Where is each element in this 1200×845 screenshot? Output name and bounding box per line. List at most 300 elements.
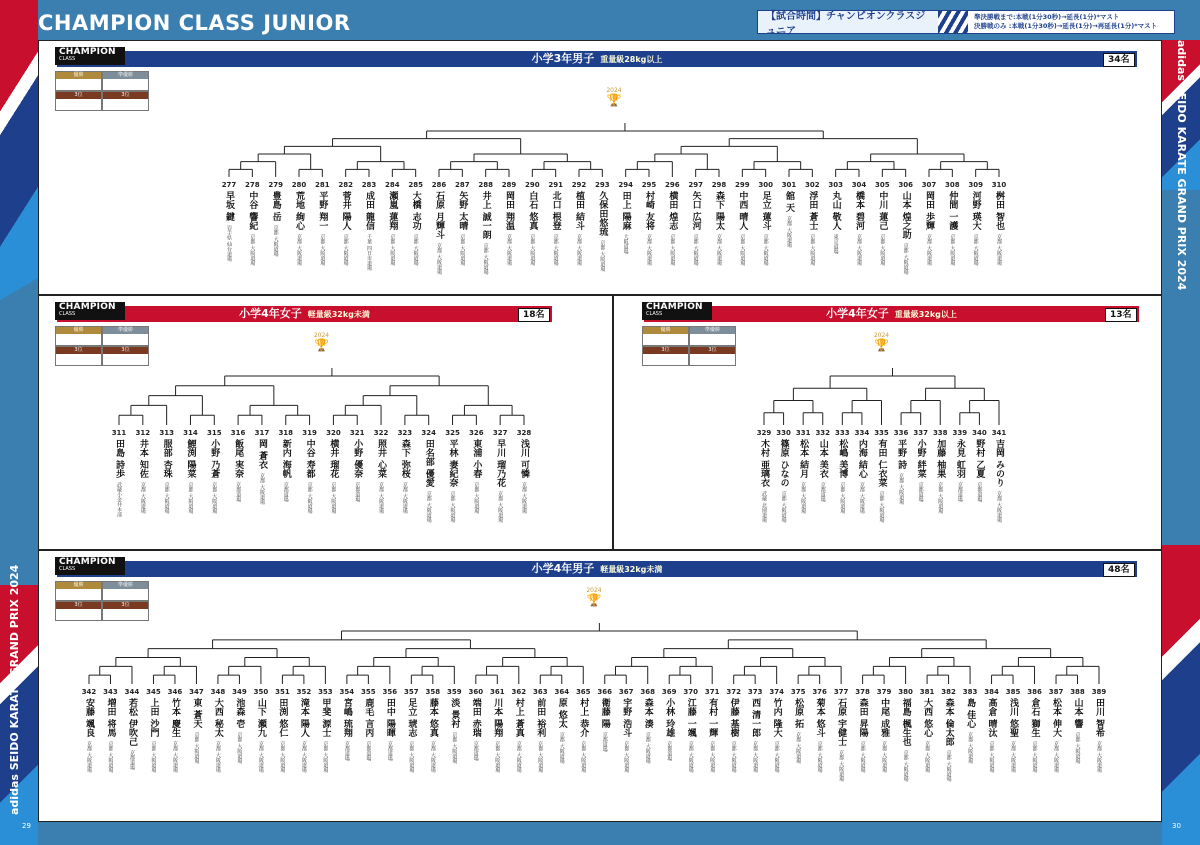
gold-label: 優勝 <box>56 582 101 589</box>
player-dojo: 京都 大阪道場 <box>878 491 885 523</box>
player-name: 篠原 ひなの <box>778 439 789 488</box>
player-entry <box>574 688 592 773</box>
player-number: 344 <box>124 688 140 696</box>
player-dojo: 京都 大阪道場 <box>296 234 302 266</box>
player-entry <box>617 688 635 773</box>
rule-line-2: 決勝戦のみ :本戦(1分30秒)→延長(1分)→再延長(1分)*マスト <box>974 22 1158 30</box>
silver-label: 準優勝 <box>690 327 735 334</box>
player-dojo: 京都 大阪道場 <box>924 741 931 773</box>
player-dojo: 京都道場 <box>282 482 289 503</box>
player-name: 伊藤 基樹 <box>728 698 739 738</box>
player-entry <box>253 429 271 505</box>
player-number: 338 <box>932 429 948 437</box>
player-name: 永見 虹羽 <box>954 439 965 479</box>
player-number: 284 <box>385 181 400 189</box>
player-name: 田名部 優愛 <box>423 439 434 488</box>
player-name: 村崎 友将 <box>644 191 654 231</box>
player-name: 久保田悠琉 <box>597 191 608 236</box>
player-entry <box>187 688 205 764</box>
player-number: 329 <box>756 429 772 437</box>
player-entry <box>101 688 119 773</box>
player-entry <box>510 688 528 773</box>
player-dojo: 京都 大阪道場 <box>988 741 995 773</box>
player-entry <box>593 181 611 272</box>
player-entry <box>359 688 377 761</box>
player-name: 有田 仁衣菜 <box>876 439 887 488</box>
player-number: 277 <box>221 181 237 189</box>
player-entry <box>617 181 635 254</box>
player-dojo: 京都 大阪道場 <box>881 741 888 773</box>
page-number-right: 30 <box>1172 822 1181 830</box>
player-number: 357 <box>404 688 419 696</box>
player-entry <box>252 688 270 773</box>
badge-line-2: CLASS <box>646 311 663 317</box>
player-entry <box>313 181 331 266</box>
player-entry <box>277 429 295 502</box>
player-name: 小野 優奈 <box>352 439 363 479</box>
player-number: 364 <box>554 688 570 696</box>
player-dojo: 京都道場 <box>343 741 350 762</box>
player-entry <box>951 429 969 502</box>
player-name: 浅川 悠聖 <box>1008 698 1019 738</box>
participant-count: 13名 <box>1105 308 1137 322</box>
player-name: 早坂 鍵 <box>224 191 234 222</box>
player-number: 378 <box>855 688 870 696</box>
participant-count: 34名 <box>1103 53 1135 67</box>
player-number: 386 <box>1027 688 1042 696</box>
player-name: 平野 翔一 <box>317 191 328 231</box>
player-name: 村上 恭介 <box>578 698 589 738</box>
player-name: 松原 拓 <box>793 698 804 729</box>
player-name: 大橋 志功 <box>410 191 421 231</box>
player-entry <box>338 688 356 761</box>
player-number: 348 <box>210 688 226 696</box>
player-entry <box>209 688 227 773</box>
player-dojo: 京都 大阪道場 <box>300 741 307 773</box>
player-dojo: 京都 大阪道場 <box>412 234 419 266</box>
player-name: 森本 倫太郎 <box>943 698 954 747</box>
player-name: 豊島 岳 <box>270 191 281 222</box>
player-entry <box>295 688 313 773</box>
player-entry <box>515 429 533 514</box>
player-number: 341 <box>991 429 1007 437</box>
player-number: 315 <box>206 429 222 437</box>
player-entry <box>205 429 223 514</box>
player-name: 成田 龍信 <box>364 191 374 231</box>
player-dojo: 京都 大阪道場 <box>429 741 436 773</box>
player-number: 321 <box>349 429 365 437</box>
player-number: 291 <box>548 181 563 189</box>
player-number: 373 <box>747 688 763 696</box>
player-name: 瀬嵐 蓮翔 <box>387 191 398 231</box>
player-name: 若松 伊吹己 <box>126 698 137 747</box>
side-brand-right: adidas SEIDO KARATE GRAND PRIX 2024 <box>1175 40 1188 291</box>
player-number: 306 <box>898 181 913 189</box>
player-entry <box>531 688 549 773</box>
player-number: 389 <box>1091 688 1107 696</box>
player-entry <box>757 181 775 266</box>
player-entry <box>123 688 141 770</box>
player-number: 367 <box>618 688 634 696</box>
corner-stripe-decoration <box>0 0 38 300</box>
player-name: 山本 響 <box>1072 698 1083 729</box>
player-dojo: 京都 大阪道場 <box>236 732 243 764</box>
player-dojo: 京都 大阪道場 <box>482 243 489 275</box>
player-dojo: 京都 大阪道場 <box>926 234 932 266</box>
player-number: 302 <box>805 181 820 189</box>
player-name: 田島 詩歩 <box>114 439 124 479</box>
player-entry <box>940 688 958 782</box>
gold-label: 優勝 <box>56 327 101 334</box>
player-entry <box>1069 688 1087 764</box>
player-name: 鯉渕 陽菜 <box>185 439 196 479</box>
player-number: 350 <box>253 688 269 696</box>
player-dojo: 京都 大阪道場 <box>937 482 944 514</box>
player-entry <box>961 688 979 764</box>
player-entry <box>990 181 1008 266</box>
player-entry <box>1026 688 1044 773</box>
player-number: 281 <box>315 181 330 189</box>
player-entry <box>166 688 184 773</box>
player-number: 347 <box>189 688 204 696</box>
bronze-label: 3位 <box>643 347 688 354</box>
player-name: 森下 陽太 <box>714 191 724 231</box>
player-dojo: 京都 大阪道場 <box>497 491 504 523</box>
player-name: 菅井 陽人 <box>340 191 351 231</box>
player-name: 北口 根登 <box>550 191 561 231</box>
player-number: 314 <box>183 429 198 437</box>
player-dojo: 京都 大阪道場 <box>552 234 559 266</box>
player-name: 横田 煌志 <box>667 191 678 231</box>
player-number: 290 <box>525 181 540 189</box>
player-number: 318 <box>278 429 294 437</box>
player-name: 田上 陽麻 <box>620 191 631 231</box>
player-number: 369 <box>661 688 677 696</box>
player-dojo: 京都 大阪道場 <box>838 750 845 782</box>
player-name: 宮嶋 琉翔 <box>341 698 352 738</box>
player-number: 339 <box>952 429 968 437</box>
player-number: 372 <box>726 688 741 696</box>
player-dojo: 京都道場 <box>917 482 924 503</box>
player-entry <box>775 429 793 523</box>
player-number: 296 <box>665 181 680 189</box>
player-dojo: 京都 大阪道場 <box>816 741 823 773</box>
player-name: 中谷 響紀 <box>247 191 258 231</box>
bronze-label: 3位 <box>103 92 148 99</box>
player-name: 岡田 翔温 <box>504 191 514 231</box>
player-dojo: 京都 大阪道場 <box>972 234 979 266</box>
player-entry <box>488 688 506 773</box>
player-name: 上田 沙門 <box>148 698 159 738</box>
player-number: 297 <box>688 181 703 189</box>
player-number: 371 <box>704 688 720 696</box>
player-number: 282 <box>338 181 353 189</box>
gold-label: 優勝 <box>56 72 101 79</box>
player-dojo: 京都 大阪道場 <box>996 491 1002 523</box>
player-number: 388 <box>1070 688 1085 696</box>
player-dojo: 京都 大阪道場 <box>257 741 264 773</box>
gold-label: 優勝 <box>643 327 688 334</box>
player-number: 278 <box>245 181 260 189</box>
player-number: 285 <box>408 181 423 189</box>
silver-label: 準優勝 <box>103 72 148 79</box>
player-entry <box>144 688 162 773</box>
player-entry <box>833 429 851 514</box>
player-dojo: 京都 大阪道場 <box>646 234 652 266</box>
player-name: 森下 弥桜 <box>399 439 410 479</box>
player-name: 松本 結月 <box>798 439 809 479</box>
bronze-label: 3位 <box>56 347 101 354</box>
player-number: 376 <box>812 688 827 696</box>
player-name: 岡田 歩輝 <box>924 191 934 231</box>
player-entry <box>243 181 261 266</box>
player-name: 鹿毛 言丙 <box>363 698 374 738</box>
trophy-year: 2024 <box>586 587 602 594</box>
player-entry <box>290 181 308 266</box>
player-name: 小野 絆菜 <box>915 439 926 479</box>
player-dojo: 京都 大阪道場 <box>319 234 326 266</box>
player-name: 前田 裕利 <box>535 698 546 738</box>
player-number: 381 <box>919 688 935 696</box>
player-name: 飯尾 実奈 <box>233 439 244 479</box>
player-entry <box>983 688 1001 773</box>
player-name: 小野 乃蒼 <box>209 439 220 479</box>
weight-class: 重量級32kg以上 <box>894 310 957 319</box>
player-entry <box>547 181 565 266</box>
player-number: 374 <box>769 688 784 696</box>
player-dojo: 京都 大阪道場 <box>515 741 522 773</box>
player-name: 中谷 寿都 <box>304 439 315 479</box>
bronze-label: 3位 <box>103 347 148 354</box>
side-brand-left: adidas SEIDO KARATE GRAND PRIX 2024 <box>8 564 21 815</box>
player-name: 足立 琥志 <box>406 698 417 738</box>
player-number: 358 <box>425 688 441 696</box>
player-number: 365 <box>575 688 591 696</box>
player-number: 309 <box>968 181 983 189</box>
player-entry <box>1004 688 1022 773</box>
player-entry <box>396 429 414 514</box>
player-entry <box>1047 688 1065 773</box>
player-entry <box>424 688 442 773</box>
player-dojo: 京都 大阪道場 <box>902 243 909 275</box>
player-number: 320 <box>326 429 341 437</box>
player-dojo: 京都 大阪道場 <box>330 482 337 514</box>
bracket-section-girls4b <box>613 295 1162 550</box>
match-time-label: 【試合時間】チャンピオンクラスジュニア <box>758 11 938 33</box>
silver-label: 準優勝 <box>103 582 148 589</box>
player-dojo: 京都 大阪道場 <box>279 741 286 773</box>
player-entry <box>897 181 915 275</box>
player-dojo: 京都 大阪道場 <box>879 234 886 266</box>
category-title: 小学4年女子 <box>826 307 889 320</box>
player-entry <box>273 688 291 773</box>
player-number: 305 <box>875 181 890 189</box>
player-dojo: 京都道場 <box>601 732 608 753</box>
player-name: 照井 心菜 <box>376 439 387 479</box>
player-entry <box>912 429 930 502</box>
player-name: 井本 知佐 <box>137 439 148 479</box>
player-dojo: 京都 大阪道場 <box>856 234 862 266</box>
player-dojo: 京都道場 <box>235 482 242 503</box>
corner-stripe-decoration <box>1162 545 1200 845</box>
trophy-year: 2024 <box>606 87 622 94</box>
page-title: CHAMPION CLASS JUNIOR <box>38 11 351 35</box>
player-entry <box>967 181 985 266</box>
player-number: 345 <box>146 688 161 696</box>
player-name: 平林 妻紀奈 <box>447 439 458 488</box>
player-dojo: 大阪道場 <box>622 234 629 255</box>
player-name: 河野 瑛大 <box>970 191 981 231</box>
player-name: 東 蒼天 <box>191 698 202 729</box>
player-dojo: 京都 大阪道場 <box>529 234 536 266</box>
player-name: 甲斐 源士 <box>320 698 331 738</box>
player-dojo: 京都 大阪道場 <box>780 491 787 523</box>
player-name: 田中 陽暉 <box>384 698 395 738</box>
player-name: 山本 美衣 <box>817 439 828 479</box>
player-dojo: 京都 大阪道場 <box>436 243 442 275</box>
player-entry <box>444 429 462 523</box>
bracket-section-girls4a <box>38 295 613 550</box>
player-name: 山下 瀬九 <box>255 698 266 738</box>
player-dojo: 京都 大阪道場 <box>580 741 587 773</box>
player-name: 石原 宇健士 <box>836 698 847 747</box>
rule-line-1: 準決勝戦まで:本戦(1分30秒)→延長(1分)*マスト <box>974 13 1120 21</box>
badge-line-2: CLASS <box>59 56 76 62</box>
player-entry <box>158 429 176 514</box>
player-number: 335 <box>874 429 889 437</box>
player-entry <box>596 688 614 752</box>
player-dojo: 京都 大阪道場 <box>342 234 349 266</box>
player-number: 380 <box>898 688 913 696</box>
weight-class: 重量級28kg以上 <box>600 55 663 64</box>
player-dojo: 京都道場 <box>354 482 361 503</box>
player-entry <box>1090 688 1108 773</box>
player-number: 298 <box>711 181 727 189</box>
player-entry <box>660 688 678 761</box>
player-dojo: 京都 大阪道場 <box>139 482 146 514</box>
player-name: 有村 一輝 <box>707 698 718 738</box>
weight-class: 軽量級32kg未満 <box>600 565 663 574</box>
player-number: 311 <box>111 429 127 437</box>
badge-line-1: CHAMPION <box>59 302 116 312</box>
player-entry <box>181 429 199 514</box>
player-dojo: 京都 大阪道場 <box>389 234 396 266</box>
player-dojo: 京都 大阪道場 <box>692 234 699 266</box>
player-number: 283 <box>361 181 377 189</box>
player-entry <box>814 429 832 502</box>
player-name: 石原 月輝斗 <box>434 191 444 240</box>
player-name: 島 佳心 <box>965 698 976 729</box>
player-number: 286 <box>431 181 447 189</box>
player-entry <box>639 688 657 764</box>
player-dojo: 京都 大阪道場 <box>171 741 178 773</box>
player-dojo: 京都 大阪道場 <box>945 750 952 782</box>
player-number: 351 <box>275 688 290 696</box>
match-time-info <box>757 10 1175 37</box>
player-dojo: 京都 大阪道場 <box>401 482 408 514</box>
badge-line-1: CHAMPION <box>59 47 116 57</box>
player-name: 竹本 慶生 <box>169 698 180 738</box>
player-entry <box>381 688 399 761</box>
player-entry <box>827 181 845 254</box>
player-number: 336 <box>893 429 909 437</box>
player-dojo: 京都 大阪道場 <box>249 234 256 266</box>
player-name: 田川 智希 <box>1094 698 1104 738</box>
player-name: 菊本 悠斗 <box>814 698 825 738</box>
player-entry <box>267 181 285 257</box>
player-dojo: 京都 大阪道場 <box>214 741 221 773</box>
player-entry <box>663 181 681 266</box>
player-entry <box>407 181 425 266</box>
player-number: 299 <box>735 181 750 189</box>
player-number: 383 <box>962 688 978 696</box>
player-name: 森本 湊 <box>642 698 653 729</box>
player-number: 360 <box>468 688 484 696</box>
player-entry <box>780 181 798 248</box>
player-number: 324 <box>421 429 437 437</box>
player-number: 382 <box>941 688 956 696</box>
player-number: 377 <box>833 688 849 696</box>
player-entry <box>553 688 571 764</box>
player-dojo: 京都 大阪道場 <box>306 482 313 514</box>
player-name: 松嶋 美博 <box>837 439 848 479</box>
player-number: 328 <box>516 429 532 437</box>
player-number: 379 <box>876 688 892 696</box>
player-name: 滝本 陽人 <box>298 698 309 738</box>
player-dojo: 京都 大阪道場 <box>193 732 200 764</box>
player-entry <box>710 181 728 266</box>
player-number: 322 <box>373 429 389 437</box>
player-number: 294 <box>618 181 633 189</box>
silver-label: 準優勝 <box>103 327 148 334</box>
player-entry <box>348 429 366 502</box>
player-number: 331 <box>795 429 811 437</box>
weight-class: 軽量級32kg未満 <box>307 310 370 319</box>
player-entry <box>918 688 936 773</box>
player-name: 足立 蓮斗 <box>760 191 771 231</box>
player-number: 317 <box>254 429 270 437</box>
player-entry <box>853 429 871 514</box>
player-entry <box>892 429 910 505</box>
player-number: 307 <box>921 181 937 189</box>
player-name: 丸山 敬人 <box>830 191 841 231</box>
player-name: 安藤 颯良 <box>84 698 94 738</box>
badge-line-1: CHAMPION <box>59 557 116 567</box>
player-number: 323 <box>397 429 413 437</box>
player-name: 横井 瑠花 <box>328 439 339 479</box>
player-name: 浅川 可憐 <box>519 439 529 479</box>
player-dojo: 京都 大阪道場 <box>537 741 544 773</box>
player-dojo: 千葉 四日市道場 <box>366 234 372 271</box>
player-entry <box>477 181 495 275</box>
player-number: 312 <box>135 429 151 437</box>
player-entry <box>931 429 949 514</box>
player-dojo: 京都 大阪道場 <box>473 482 480 514</box>
stripe-decoration <box>938 11 968 33</box>
player-entry <box>873 429 891 523</box>
player-number: 368 <box>640 688 656 696</box>
player-dojo: 京都 大阪道場 <box>739 234 746 266</box>
player-name: 高倉 晴汰 <box>986 698 997 738</box>
bronze-label: 3位 <box>103 602 148 609</box>
player-number: 362 <box>511 688 527 696</box>
player-dojo: 京都 大阪道場 <box>599 240 606 272</box>
player-number: 308 <box>945 181 960 189</box>
player-name: 白石 悠真 <box>527 191 538 231</box>
player-dojo: 京都 大阪道場 <box>898 473 905 505</box>
player-number: 313 <box>159 429 174 437</box>
player-name: 中尾 成雅 <box>879 698 890 738</box>
